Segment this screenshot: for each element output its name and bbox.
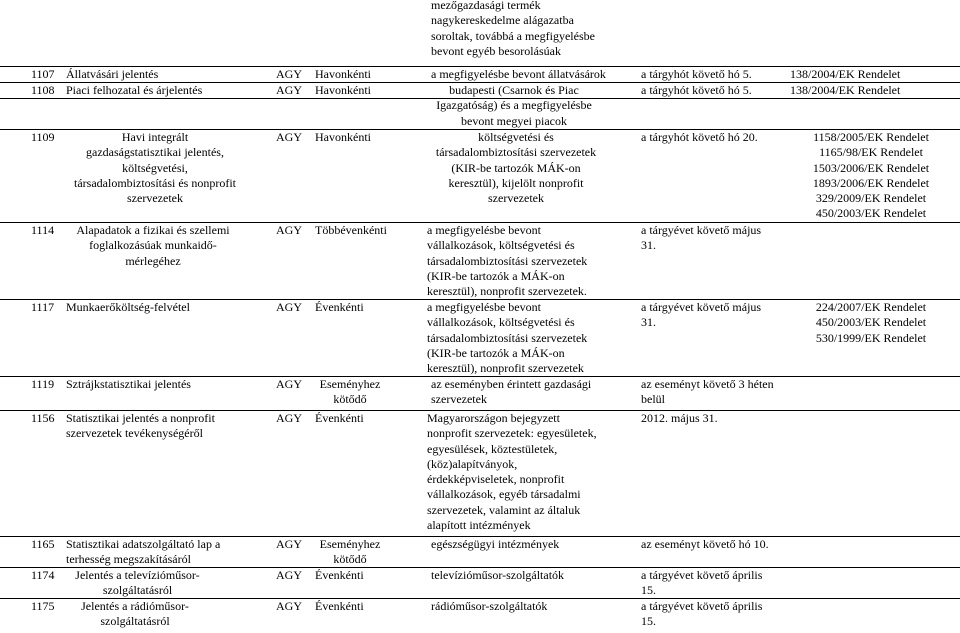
row-frequency: Többévenkénti: [315, 223, 387, 237]
row-agency: AGY: [276, 223, 302, 237]
row-code: 1109: [31, 130, 55, 144]
row-code: 1174: [31, 568, 55, 582]
row-title: Havi integrált gazdaságstatisztikai jelentés, költségvetési, társadalombiztosítási és nonprofit szervezetek: [74, 130, 236, 206]
continued-observed-text: mezőgazdasági termék nagykereskedelme alágazatba soroltak, továbbá a megfigyelésbe bevont egyéb besorolásúak: [431, 0, 595, 58]
row-frequency: Évenkénti: [315, 568, 364, 582]
row-legal: 138/2004/EK Rendelet: [790, 83, 901, 97]
row-agency: AGY: [276, 599, 302, 613]
row-deadline: 2012. május 31.: [641, 411, 718, 425]
row-agency: AGY: [276, 300, 302, 314]
row-deadline: a tárgyévet követő április 15.: [641, 568, 763, 598]
row-title: Munkaerőköltség-felvétel: [66, 300, 190, 314]
row-code: 1156: [31, 411, 55, 425]
row-deadline: a tárgyhót követő hó 5.: [641, 67, 752, 81]
row-deadline: a tárgyévet követő május 31.: [641, 223, 762, 253]
row-agency: AGY: [276, 130, 302, 144]
row-observed: televízióműsor-szolgáltatók: [431, 568, 565, 582]
row-agency: AGY: [276, 568, 302, 582]
row-code: 1108: [31, 83, 55, 97]
row-frequency: Eseményhez kötődő: [319, 537, 381, 567]
row-observed: budapesti (Csarnok és Piac Igazgatóság) és a megfigyelésbe bevont megyei piacok: [436, 83, 592, 128]
row-legal: 138/2004/EK Rendelet: [790, 67, 901, 81]
row-deadline: a tárgyhót követő hó 5.: [641, 83, 752, 97]
row-title: Statisztikai jelentés a nonprofit szervezetek tevékenységéről: [66, 411, 215, 441]
row-title: Piaci felhozatal és árjelentés: [66, 83, 203, 97]
row-agency: AGY: [276, 83, 302, 97]
row-frequency: Havonkénti: [315, 67, 371, 81]
row-title: Jelentés a televízióműsor- szolgáltatásról: [75, 568, 200, 598]
row-title: Statisztikai adatszolgáltató lap a terhesség megszakításáról: [66, 537, 221, 567]
row-frequency: Évenkénti: [315, 300, 364, 314]
row-observed: Magyarországon bejegyzett nonprofit szervezetek: egyesületek, egyesülések, köztestületek, (köz)alapítványok, érdekképviseletek, nonprofit vállalkozások, egyéb társadalmi szervezetek, valamint az általuk alapított intézmények: [427, 411, 597, 533]
row-deadline: az eseményt követő 3 héten belül: [641, 377, 774, 407]
row-code: 1117: [31, 300, 55, 314]
row-code: 1175: [31, 599, 55, 613]
row-code: 1165: [31, 537, 55, 551]
row-frequency: Évenkénti: [315, 411, 364, 425]
row-legal: 224/2007/EK Rendelet 450/2003/EK Rendelet 530/1999/EK Rendelet: [815, 300, 927, 345]
row-deadline: az eseményt követő hó 10.: [641, 537, 769, 551]
row-observed: a megfigyelésbe bevont vállalkozások, költségvetési és társadalombiztosítási szervezetek (KIR-be tartozók a MÁK-on keresztül), nonprofit szervezetek.: [427, 223, 588, 299]
row-agency: AGY: [276, 537, 302, 551]
row-frequency: Havonkénti: [315, 130, 371, 144]
row-observed: költségvetési és társadalombiztosítási szervezetek (KIR-be tartozók MÁK-on keresztül), kijelölt nonprofit szervezetek: [435, 130, 597, 206]
row-frequency: Évenkénti: [315, 599, 364, 613]
row-agency: AGY: [276, 411, 302, 425]
row-observed: rádióműsor-szolgáltatók: [431, 599, 548, 613]
row-deadline: a tárgyévet követő április 15.: [641, 599, 763, 629]
row-observed: az eseményben érintett gazdasági szervezetek: [431, 377, 592, 407]
row-title: Jelentés a rádióműsor- szolgáltatásról: [81, 599, 189, 629]
row-observed: a megfigyelésbe bevont állatvásárok: [431, 67, 606, 81]
row-title: Állatvásári jelentés: [66, 67, 159, 81]
row-agency: AGY: [276, 377, 302, 391]
row-frequency: Havonkénti: [315, 83, 371, 97]
row-deadline: a tárgyhót követő hó 20.: [641, 130, 758, 144]
row-title: Sztrájkstatisztikai jelentés: [66, 377, 191, 391]
row-code: 1114: [31, 223, 55, 237]
row-frequency: Eseményhez kötődő: [319, 377, 381, 407]
row-legal: 1158/2005/EK Rendelet 1165/98/EK Rendelet 1503/2006/EK Rendelet 1893/2006/EK Rendelet 329/2009/EK Rendelet 450/2003/EK Rendelet: [812, 130, 930, 221]
row-title: Alapadatok a fizikai és szellemi foglalkozásúak munkaidő- mérlegéhez: [76, 223, 230, 268]
row-code: 1119: [31, 377, 55, 391]
row-code: 1107: [31, 67, 55, 81]
row-deadline: a tárgyévet követő május 31.: [641, 300, 762, 330]
row-observed: a megfigyelésbe bevont vállalkozások, költségvetési és társadalombiztosítási szervezetek (KIR-be tartozók a MÁK-on keresztül), nonprofit szervezetek: [427, 300, 588, 376]
row-agency: AGY: [276, 67, 302, 81]
row-observed: egészségügyi intézmények: [431, 537, 560, 551]
